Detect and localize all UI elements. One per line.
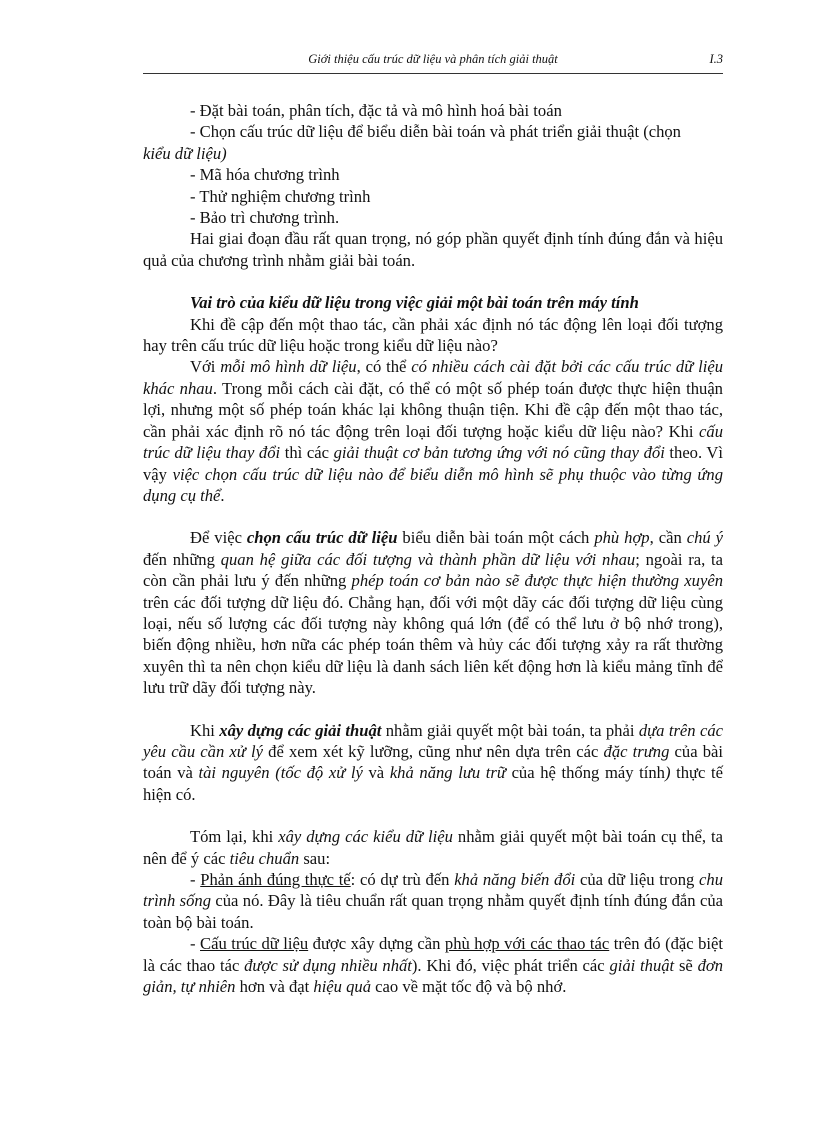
text-run: sẽ <box>674 955 698 975</box>
italic-text: hiệu quả <box>313 977 371 997</box>
text-run: , có thể <box>356 357 412 377</box>
text-run: - <box>190 870 201 889</box>
section-heading: Vai trò của kiểu dữ liệu trong việc giải một bài toán trên máy tính <box>190 293 639 313</box>
criterion-item <box>143 933 723 997</box>
text-run: của bài toán và <box>143 741 723 783</box>
page-number: I.3 <box>709 52 723 66</box>
italic-text: tài nguyên (tốc độ xử lý <box>198 763 363 783</box>
text-run: để xem xét kỹ lưỡng, cũng như nên dựa trên các <box>263 741 604 761</box>
italic-text: đặc trưng <box>603 741 670 761</box>
italic-text: ) <box>664 763 671 783</box>
paragraph <box>143 356 723 506</box>
text-run: ). Khi đó, việc phát triển các <box>411 955 610 975</box>
step-item-continuation <box>143 143 723 164</box>
paragraph-gap <box>143 271 723 292</box>
italic-text: xây dựng các kiểu dữ liệu <box>278 827 453 847</box>
underlined-text: Cấu trúc dữ liệu <box>200 934 309 954</box>
summary-paragraph: Hai giai đoạn đầu rất quan trọng, nó góp phần quyết định tính đúng đắn và hiệu quả của chương trình nhằm giải bài toán. <box>143 229 723 270</box>
text-run: . Trong mỗi cách cài đặt, có thể có một số phép toán được thực hiện thuận lợi, nhưng một số phép toán khác lại không thuận tiện. Khi đề cập đến một thao tác, cần phải xác định rõ nó tác động trên loại đối tượng hoặc kiểu dữ liệu nào? Khi <box>143 378 723 441</box>
step-item <box>143 121 723 142</box>
italic-text: chu trình sống <box>143 870 723 911</box>
text-run: của nó. Đây là tiêu chuẩn rất quan trọng nhằm quyết định tính đúng đắn của toàn bộ bài toán. <box>143 891 723 932</box>
underlined-text: Phản ánh đúng thực tế <box>200 870 351 889</box>
text-run: ; ngoài ra, ta còn cần phải lưu ý đến những <box>143 549 724 591</box>
italic-text: việc chọn cấu trúc dữ liệu nào để biểu diễn mô hình sẽ phụ thuộc vào từng ứng dụng cụ thể <box>143 464 724 505</box>
step-item: - Bảo trì chương trình. <box>190 208 340 228</box>
paragraph-gap <box>143 506 723 527</box>
paragraph <box>143 527 723 698</box>
text-run: và <box>362 763 390 783</box>
italic-text: phép toán cơ bản nào sẽ được thực hiện thường xuyên <box>351 571 723 591</box>
bold-italic-text: xây dựng các giải thuật <box>219 720 382 740</box>
paragraph <box>143 826 723 869</box>
text-run: , cần <box>649 528 687 548</box>
text-run: Với <box>190 357 221 377</box>
header-title: Giới thiệu cấu trúc dữ liệu và phân tích giải thuật <box>308 52 558 66</box>
italic-text: tiêu chuẩn <box>229 848 300 868</box>
italic-text: được sử dụng nhiều nhất <box>244 955 412 975</box>
text-run: của hệ thống máy tính <box>505 763 665 783</box>
text-run: Để việc <box>190 528 247 548</box>
paragraph <box>143 720 723 806</box>
italic-text: mỗi mô hình dữ liệu <box>220 357 357 377</box>
italic-text: quan hệ giữa các đối tượng và thành phần dữ liệu với nhau <box>220 549 636 569</box>
text-run: được xây dựng cần <box>308 934 445 954</box>
text-run: theo. Vì vậy <box>143 443 724 484</box>
paragraph-gap <box>143 805 723 826</box>
italic-text: chú ý <box>686 528 723 548</box>
text-run: đến những <box>143 549 221 569</box>
underlined-text: phù hợp với các thao tác <box>444 934 610 954</box>
italic-text: phù hợp <box>594 528 650 548</box>
text-run: nhằm giải quyết một bài toán, ta phải <box>381 720 639 740</box>
text-run: thực tế hiện có. <box>143 763 724 804</box>
step-item: - Mã hóa chương trình <box>190 165 340 185</box>
italic-text: kiểu dữ liệu) <box>143 143 227 163</box>
bold-italic-text: chọn cấu trúc dữ liệu <box>246 528 398 548</box>
criterion-item <box>143 869 723 933</box>
text-run: - Chọn cấu trúc dữ liệu để biểu diễn bài toán và phát triển giải thuật (chọn <box>190 122 681 142</box>
text-run: cao về mặt tốc độ và bộ nhớ. <box>371 977 567 997</box>
text-run: biểu diễn bài toán một cách <box>397 528 595 548</box>
step-item: - Đặt bài toán, phân tích, đặc tả và mô hình hoá bài toán <box>190 101 562 120</box>
running-header <box>143 52 723 72</box>
document-body <box>143 100 723 997</box>
text-run: hơn và đạt <box>235 977 314 997</box>
italic-text: giải thuật cơ bản tương ứng với nó cũng thay đổi <box>333 443 665 463</box>
italic-text: cấu trúc dữ liệu thay đổi <box>143 421 723 463</box>
text-run: nhằm giải quyết một bài toán cụ thể, ta nên để ý các <box>143 827 723 868</box>
text-run: . <box>220 485 225 505</box>
text-run: : có dự trù đến <box>350 870 455 889</box>
text-run: trên đó (đặc biệt là các thao tác <box>143 934 724 975</box>
text-run: - <box>190 934 201 954</box>
italic-text: dựa trên các yêu cầu cần xử lý <box>143 720 723 761</box>
text-run: Khi <box>190 720 220 740</box>
text-run: của dữ liệu trong <box>575 870 700 889</box>
italic-text: khả năng lưu trữ <box>389 763 506 783</box>
text-run: trên các đối tượng dữ liệu đó. Chẳng hạn, đối với một dãy các đối tượng dữ liệu cùng loại, nếu số lượng các đối tượng này không quá lớn (để có thể lưu ở bộ nhớ trong), biến động nhiều, hơn nữa các phép toán thêm và hủy các đối tượng xảy ra rất thường xuyên thì ta nên chọn kiểu dữ liệu là danh sách liên kết động hơn là kiểu mảng tĩnh để lưu trữ dãy đối tượng này. <box>143 592 723 698</box>
paragraph-gap <box>143 699 723 720</box>
italic-text: khả năng biến đổi <box>454 870 576 889</box>
italic-text: có nhiều cách cài đặt bởi các cấu trúc dữ liệu khác nhau <box>143 357 723 398</box>
text-run: sau: <box>299 848 331 868</box>
step-item: - Thử nghiệm chương trình <box>190 186 371 206</box>
text-run: Tóm lại, khi <box>190 827 279 847</box>
header-rule <box>143 73 723 74</box>
italic-text: giải thuật <box>609 955 675 975</box>
paragraph: Khi đề cập đến một thao tác, cần phải xác định nó tác động lên loại đối tượng hay trên cấu trúc dữ liệu hoặc trong kiểu dữ liệu nào? <box>143 314 723 356</box>
text-run: thì các <box>280 443 334 463</box>
italic-text: đơn giản, tự nhiên <box>143 955 724 997</box>
